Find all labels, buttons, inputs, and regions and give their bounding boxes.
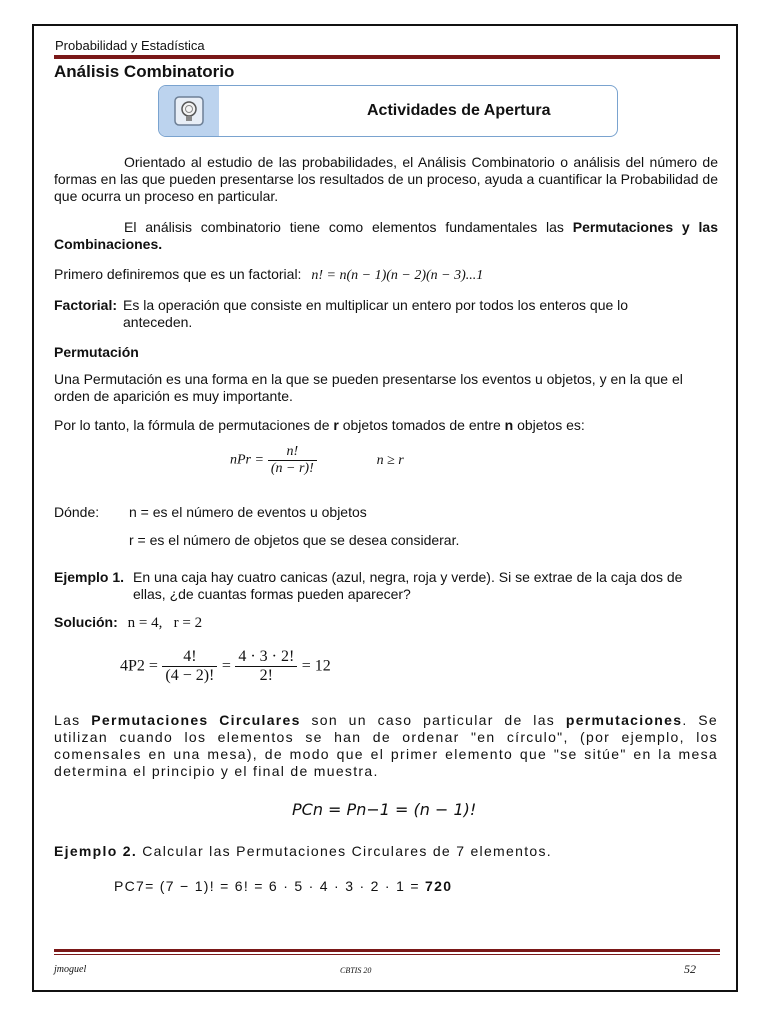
where-label: Dónde:	[54, 504, 100, 520]
where-r: r = es el número de objetos que se desea considerar.	[129, 532, 460, 548]
circular-text-3: . Se utilizan cuando los elementos se han de ordenar "en círculo", (por ejemplo, los comensales en una mesa), de modo que el primer elemento que "se sitúe" en la mesa determina el principio y el final de muestra.	[54, 712, 718, 779]
formula-fraction	[268, 444, 317, 477]
section-banner	[158, 85, 618, 137]
circular-bold-1: Permutaciones Circulares	[91, 712, 301, 728]
example2-calculation	[114, 878, 452, 895]
calc-denominator-1: (4 − 2)!	[165, 667, 215, 684]
circular-formula: PCn = Pn−1 = (n − 1)!	[292, 800, 477, 819]
permutation-heading: Permutación	[54, 344, 139, 360]
example2-result: 720	[425, 878, 453, 894]
footer-author: jmoguel	[54, 964, 87, 975]
footer-page-number: 52	[684, 962, 696, 976]
banner-title: Actividades de Apertura	[367, 102, 551, 119]
example1-calculation: 4P2 = $\frac{4!}{(4 - 2)!}$ = $\frac{4 \cdot 3 \cdot 2!}{2!}$ = 12	[120, 648, 331, 684]
intro-paragraph: Orientado al estudio de las probabilidades, el Análisis Combinatorio o análisis del número de formas en las que pueden presentarse los resultados de un proceso, ayuda a cuantificar la Probabilidad de que ocurra un proceso en particular.	[54, 154, 718, 204]
footer-rule	[54, 949, 720, 952]
permutation-description: Una Permutación es una forma en la que se pueden presentarse los eventos u objetos, y en la que el orden de aparición es muy importante.	[54, 371, 683, 404]
calc-numerator-2: 4 · 3 · 2!	[235, 648, 297, 667]
calc-denominator-2: 2!	[259, 667, 273, 684]
formula-lhs: nPr =	[230, 452, 264, 468]
formula-numerator: n!	[268, 444, 317, 461]
example1-block	[54, 569, 718, 602]
calc-result: = 12	[301, 657, 331, 675]
permutation-formula-intro	[54, 417, 718, 434]
footer-school: CBTIS 20	[340, 966, 372, 975]
circular-bold-2: permutaciones	[565, 712, 683, 728]
calc-fraction-2	[235, 648, 297, 685]
example1-label: Ejemplo 1.	[54, 569, 125, 585]
example2-line	[54, 843, 552, 860]
solution-values: n = 4, r = 2	[127, 615, 203, 631]
calc-numerator-1: 4!	[162, 648, 217, 667]
solution-line	[54, 614, 202, 632]
formula-denominator: (n − r)!	[270, 461, 314, 476]
example1-text: En una caja hay cuatro canicas (azul, negra, roja y verde). Si se extrae de la caja dos de ellas, ¿de cuantas formas pueden aparecer?	[133, 569, 683, 602]
example2-label: Ejemplo 2.	[54, 843, 138, 859]
elements-bold: Permutaciones y las Combinaciones.	[54, 219, 718, 252]
formula-intro-text-1: Por lo tanto, la fórmula de permutaciones de	[54, 417, 334, 433]
example2-calc: PC7= (7 − 1)! = 6! = 6 · 5 · 4 · 3 · 2 · 1 =	[114, 878, 426, 894]
formula-var-n: n	[504, 417, 514, 433]
factorial-intro: Primero definiremos que es un factorial:	[54, 266, 302, 282]
calc-fraction-1	[162, 648, 217, 685]
factorial-formula: n! = n(n − 1)(n − 2)(n − 3)...1	[311, 268, 484, 283]
elements-paragraph	[54, 219, 718, 253]
elements-text: El análisis combinatorio tiene como elementos fundamentales las	[124, 219, 573, 235]
formula-var-r: r	[333, 417, 339, 433]
chapter-title: Análisis Combinatorio	[54, 62, 235, 81]
header-rule	[54, 55, 720, 59]
document-page	[32, 24, 738, 992]
banner-icon-box	[159, 86, 219, 136]
formula-intro-text-3: objetos es:	[513, 417, 585, 433]
factorial-definition-block	[54, 297, 718, 330]
circular-text-1: Las	[54, 712, 92, 728]
subject-header: Probabilidad y Estadística	[55, 38, 205, 53]
where-n: n = es el número de eventos u objetos	[129, 504, 367, 520]
permutation-formula	[230, 444, 404, 477]
factorial-intro-line	[54, 266, 483, 284]
factorial-label: Factorial:	[54, 297, 118, 313]
lightbulb-icon	[174, 96, 204, 126]
circular-text-2: son un caso particular de las	[300, 712, 566, 728]
calc-lhs: 4P2 =	[120, 657, 158, 675]
formula-intro-text-2: objetos tomados de entre	[338, 417, 505, 433]
solution-label: Solución:	[54, 614, 118, 630]
circular-paragraph	[54, 712, 718, 780]
example2-text: Calcular las Permutaciones Circulares de 7 elementos.	[142, 843, 552, 859]
footer-rule-thin	[54, 954, 720, 955]
formula-condition: n ≥ r	[376, 452, 404, 468]
factorial-definition: Es la operación que consiste en multiplicar un entero por todos los enteros que lo anteceden.	[123, 297, 629, 330]
